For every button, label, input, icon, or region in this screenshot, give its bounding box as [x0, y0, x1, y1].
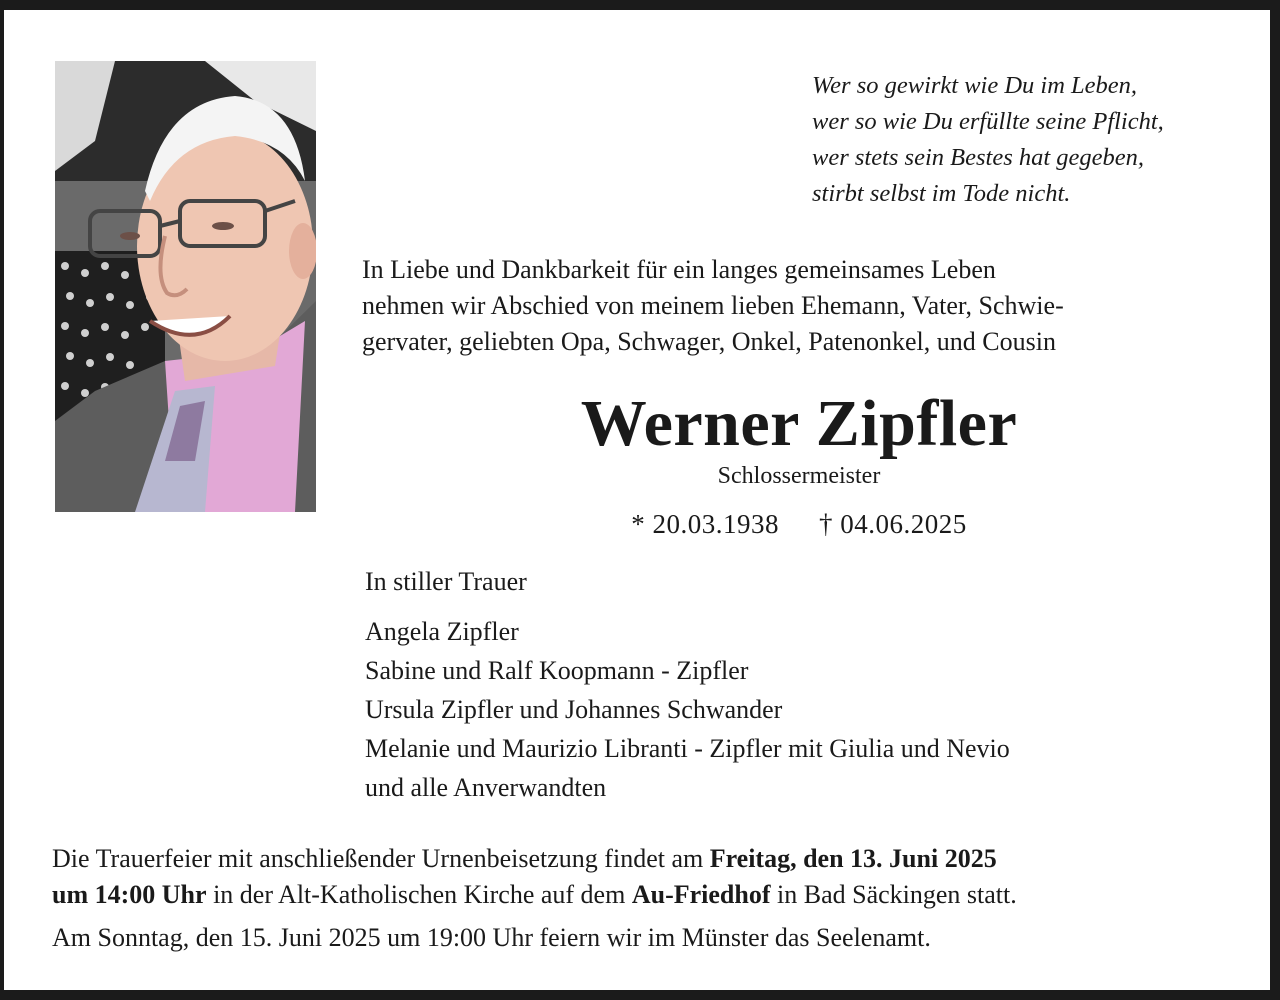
service-text: in der Alt-Katholischen Kirche auf dem	[206, 880, 632, 909]
death-date: † 04.06.2025	[819, 509, 967, 539]
intro-line: nehmen wir Abschied von meinem lieben Ehemann, Vater, Schwie-	[362, 291, 1064, 320]
service-text: in Bad Säckingen statt.	[770, 880, 1017, 909]
life-dates	[364, 506, 1234, 542]
mourner-line: Sabine und Ralf Koopmann - Zipfler	[365, 656, 749, 685]
mourning-heading: In stiller Trauer	[365, 567, 527, 596]
mourner-line: Melanie und Maurizio Libranti - Zipfler mit Giulia und Nevio	[365, 734, 1010, 763]
service-time: um 14:00 Uhr	[52, 880, 207, 909]
poem-line: Wer so gewirkt wie Du im Leben,	[812, 72, 1138, 99]
intro-line: gervater, geliebten Opa, Schwager, Onkel, Patenonkel, und Cousin	[362, 327, 1056, 356]
poem	[812, 68, 1164, 212]
portrait-photo	[55, 61, 316, 512]
service-text: Die Trauerfeier mit anschließender Urnenbeisetzung findet am	[52, 844, 710, 873]
birth-date: * 20.03.1938	[631, 509, 779, 539]
mourner-line: und alle Anverwandten	[365, 773, 607, 802]
service-line-2	[52, 877, 1017, 913]
occupation: Schlossermeister	[717, 463, 881, 489]
requiem-mass-info: Am Sonntag, den 15. Juni 2025 um 19:00 Uhr feiern wir im Münster das Seelenamt.	[52, 923, 931, 952]
deceased-name: Werner Zipfler	[580, 387, 1018, 460]
poem-line: stirbt selbst im Tode nicht.	[812, 180, 1071, 207]
intro-text	[362, 252, 1064, 360]
mourner-line: Ursula Zipfler und Johannes Schwander	[365, 695, 783, 724]
poem-line: wer so wie Du erfüllte seine Pflicht,	[812, 108, 1164, 135]
mourners-list	[365, 612, 1010, 807]
service-date: Freitag, den 13. Juni 2025	[709, 844, 997, 873]
mourner-line: Angela Zipfler	[365, 617, 519, 646]
service-line-1	[52, 841, 1017, 877]
intro-line: In Liebe und Dankbarkeit für ein langes gemeinsames Leben	[362, 255, 996, 284]
service-place: Au-Friedhof	[631, 880, 771, 909]
poem-line: wer stets sein Bestes hat gegeben,	[812, 144, 1145, 171]
funeral-service-info	[52, 841, 1017, 913]
